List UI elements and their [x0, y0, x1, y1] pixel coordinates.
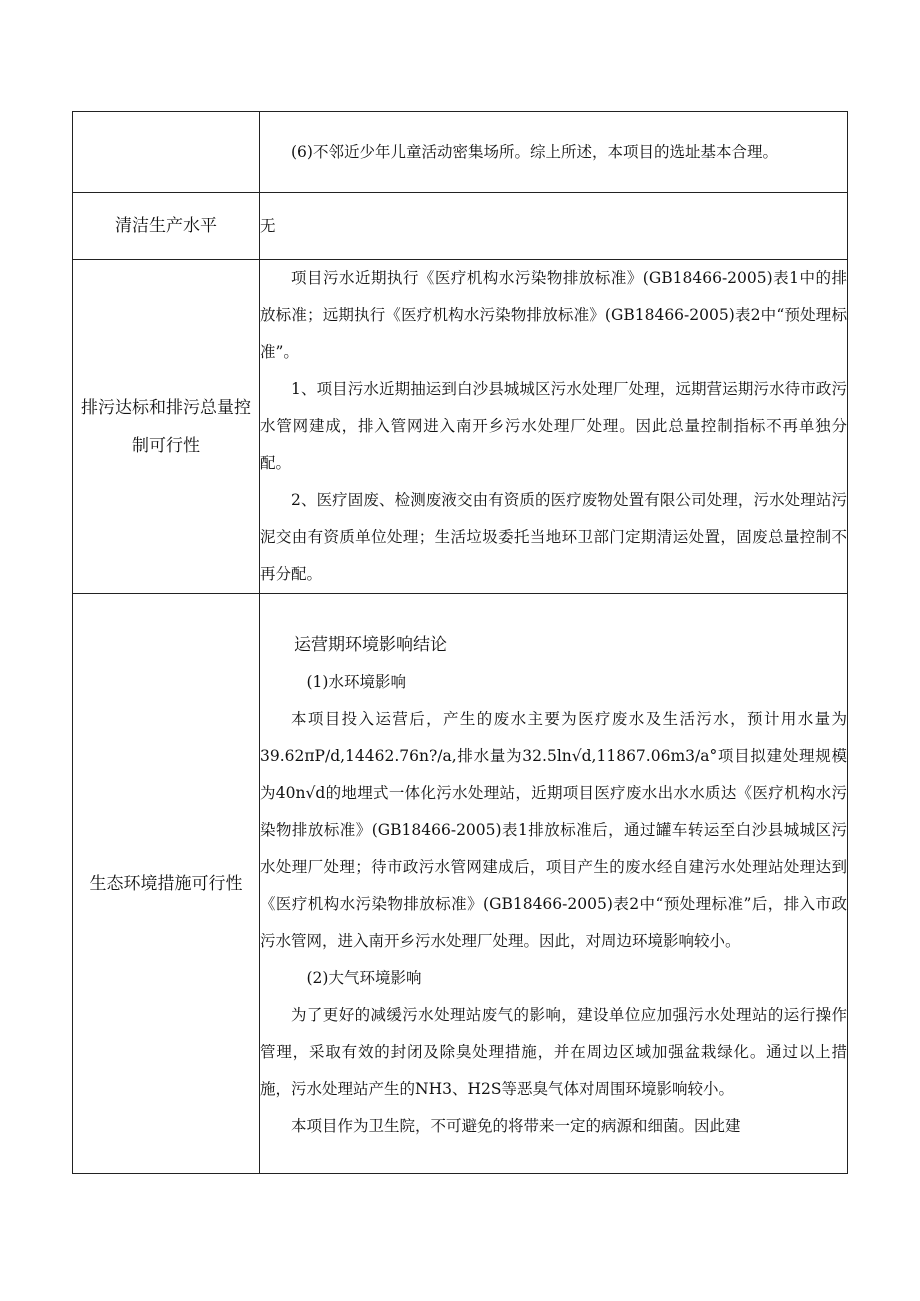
assessment-table: [72, 111, 848, 1174]
table-row-discharge-control: [73, 260, 848, 594]
clean-production-value: 无: [260, 216, 276, 235]
discharge-standard-paragraph: 项目污水近期执行《医疗机构水污染物排放标准》(GB18466-2005)表1中的排放标准；远期执行《医疗机构水污染物排放标准》(GB18466-2005)表2中“预处理标准”。: [260, 269, 847, 361]
row-label-eco-measures: 生态环境措施可行性: [73, 594, 260, 1174]
table-row-clean-production: [73, 193, 848, 260]
row-content-discharge-control: [260, 260, 848, 594]
water-impact-paragraph: 本项目投入运营后，产生的废水主要为医疗废水及生活污水，预计用水量为39.62πP∕d,14462.76n?/a,排水量为32.5ln√d,11867.06m3∕a°项目拟建处理规模为40n√d的地埋式一体化污水处理站，近期项目医疗废水出水水质达《医疗机构水污染物排放标准》(GB18466-2005)表1排放标准后，通过罐车转运至白沙县城城区污水处理厂处理；待市政污水管网建成后，项目产生的废水经自建污水处理站处理达到《医疗机构水污染物排放标准》(GB18466-2005)表2中“预处理标准”后，排入市政污水管网，进入南开乡污水处理厂处理。因此，对周边环境影响较小。: [260, 710, 847, 950]
water-impact-subheading: (1)水环境影响: [306, 673, 406, 691]
solid-waste-paragraph: 2、医疗固废、检测废液交由有资质的医疗废物处置有限公司处理，污水处理站污泥交由有资质单位处理；生活垃圾委托当地环卫部门定期清运处置，固废总量控制不再分配。: [260, 491, 847, 583]
row-label-empty: [73, 112, 260, 193]
row-label-discharge-control: 排污达标和排污总量控制可行性: [73, 260, 260, 594]
hygiene-paragraph: 本项目作为卫生院，不可避免的将带来一定的病源和细菌。因此建: [291, 1117, 741, 1135]
row-label-clean-production: 清洁生产水平: [73, 193, 260, 260]
operation-conclusion-heading: 运营期环境影响结论: [294, 635, 447, 655]
row-content-clean-production: [260, 193, 848, 260]
air-impact-paragraph: 为了更好的减缓污水处理站废气的影响，建设单位应加强污水处理站的运行操作管理，采取有效的封闭及除臭处理措施，并在周边区域加强盆栽绿化。通过以上措施，污水处理站产生的NH3、H2S等恶臭气体对周围环境影响较小。: [260, 1006, 847, 1098]
table-row-eco-measures: [73, 594, 848, 1174]
table-row-site-selection: [73, 112, 848, 193]
site-selection-conclusion: (6)不邻近少年儿童活动密集场所。综上所述，本项目的选址基本合理。: [291, 142, 778, 161]
row-content-eco-measures: [260, 594, 848, 1174]
row-content-site-selection: [260, 112, 848, 193]
air-impact-subheading: (2)大气环境影响: [306, 969, 422, 987]
wastewater-route-paragraph: 1、项目污水近期抽运到白沙县城城区污水处理厂处理，远期营运期污水待市政污水管网建成，排入管网进入南开乡污水处理厂处理。因此总量控制指标不再单独分配。: [260, 380, 847, 472]
